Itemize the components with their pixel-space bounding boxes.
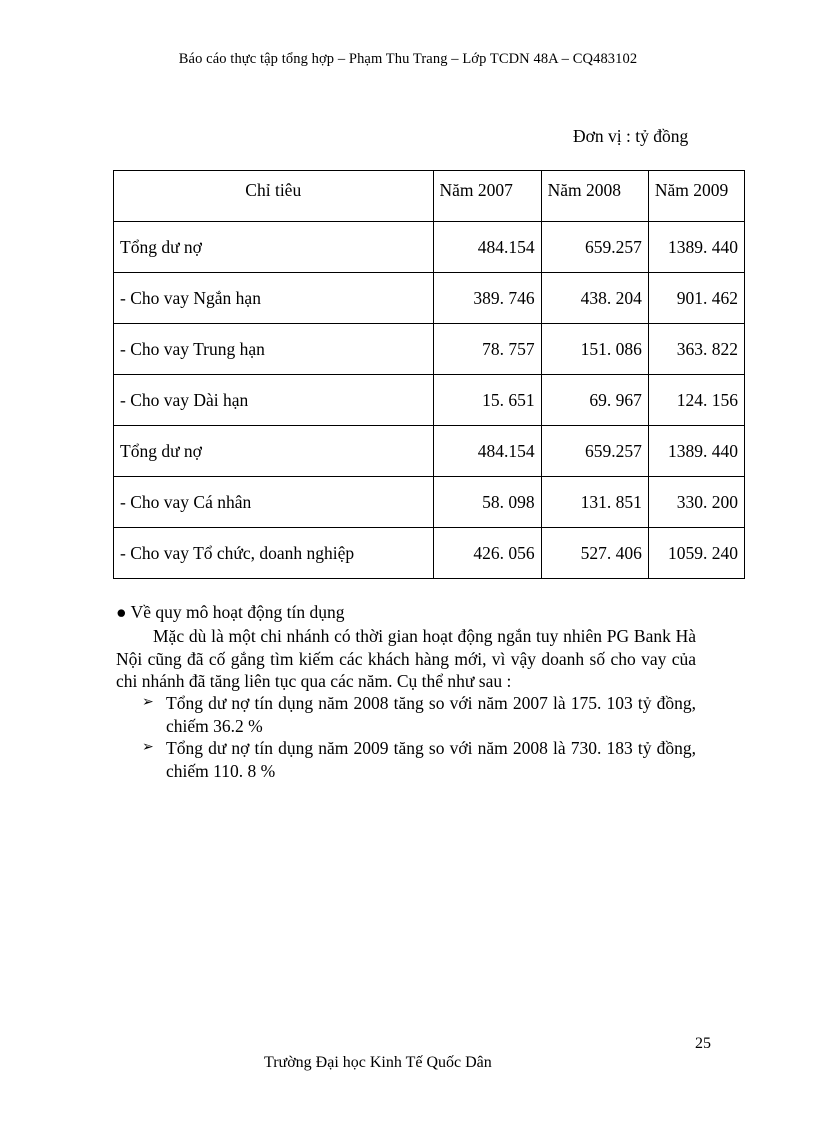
cell-value: 426. 056 xyxy=(433,528,541,579)
cell-value: 363. 822 xyxy=(648,324,744,375)
page-footer: Trường Đại học Kinh Tế Quốc Dân xyxy=(264,1054,492,1071)
cell-value: 389. 746 xyxy=(433,273,541,324)
table-row xyxy=(114,528,745,579)
paragraph-text: Mặc dù là một chi nhánh có thời gian hoạt động ngắn tuy nhiên PG Bank Hà Nội cũng đã cố gắng tìm kiếm các khách hàng mới, vì vậy doanh số cho vay của chi nhánh đã tăng liên tục qua các năm. Cụ thể như sau : xyxy=(116,626,696,691)
list-item xyxy=(142,737,696,782)
list-item-text: Tổng dư nợ tín dụng năm 2009 tăng so với năm 2008 là 730. 183 tỷ đồng, chiếm 110. 8 % xyxy=(166,738,696,781)
cell-value: 438. 204 xyxy=(541,273,648,324)
row-label: Tổng dư nợ xyxy=(114,222,434,273)
cell-value: 151. 086 xyxy=(541,324,648,375)
unit-label: Đơn vị : tỷ đồng xyxy=(573,126,689,146)
cell-value: 901. 462 xyxy=(648,273,744,324)
cell-value: 131. 851 xyxy=(541,477,648,528)
cell-value: 659.257 xyxy=(541,222,648,273)
row-label: - Cho vay Dài hạn xyxy=(114,375,434,426)
cell-value: 659.257 xyxy=(541,426,648,477)
credit-table xyxy=(113,170,745,579)
body-paragraph xyxy=(116,625,696,693)
page-number: 25 xyxy=(695,1035,711,1052)
cell-value: 1059. 240 xyxy=(648,528,744,579)
column-header-2008: Năm 2008 xyxy=(541,171,648,222)
cell-value: 124. 156 xyxy=(648,375,744,426)
page-header: Báo cáo thực tập tổng hợp – Phạm Thu Trang – Lớp TCDN 48A – CQ483102 xyxy=(178,51,638,67)
bullet-list xyxy=(142,692,696,782)
table-header-row xyxy=(114,171,745,222)
cell-value: 484.154 xyxy=(433,426,541,477)
section-title: Về quy mô hoạt động tín dụng xyxy=(130,602,345,622)
bullet-dot-icon: ● xyxy=(116,602,127,622)
column-header-2009: Năm 2009 xyxy=(648,171,744,222)
table-row xyxy=(114,375,745,426)
table-row xyxy=(114,477,745,528)
cell-value: 1389. 440 xyxy=(648,222,744,273)
arrow-bullet-icon: ➢ xyxy=(142,695,154,710)
row-label: Tổng dư nợ xyxy=(114,426,434,477)
arrow-bullet-icon: ➢ xyxy=(142,740,154,755)
row-label: - Cho vay Cá nhân xyxy=(114,477,434,528)
row-label: - Cho vay Trung hạn xyxy=(114,324,434,375)
table-row xyxy=(114,222,745,273)
list-item xyxy=(142,692,696,737)
list-item-text: Tổng dư nợ tín dụng năm 2008 tăng so với năm 2007 là 175. 103 tỷ đồng, chiếm 36.2 % xyxy=(166,693,696,736)
cell-value: 484.154 xyxy=(433,222,541,273)
cell-value: 527. 406 xyxy=(541,528,648,579)
cell-value: 78. 757 xyxy=(433,324,541,375)
row-label: - Cho vay Ngắn hạn xyxy=(114,273,434,324)
cell-value: 15. 651 xyxy=(433,375,541,426)
cell-value: 58. 098 xyxy=(433,477,541,528)
table-row xyxy=(114,426,745,477)
table-row xyxy=(114,273,745,324)
cell-value: 330. 200 xyxy=(648,477,744,528)
cell-value: 69. 967 xyxy=(541,375,648,426)
cell-value: 1389. 440 xyxy=(648,426,744,477)
row-label: - Cho vay Tổ chức, doanh nghiệp xyxy=(114,528,434,579)
table-row xyxy=(114,324,745,375)
section-heading xyxy=(116,602,345,623)
column-header-indicator: Chỉ tiêu xyxy=(114,171,434,222)
column-header-2007: Năm 2007 xyxy=(433,171,541,222)
